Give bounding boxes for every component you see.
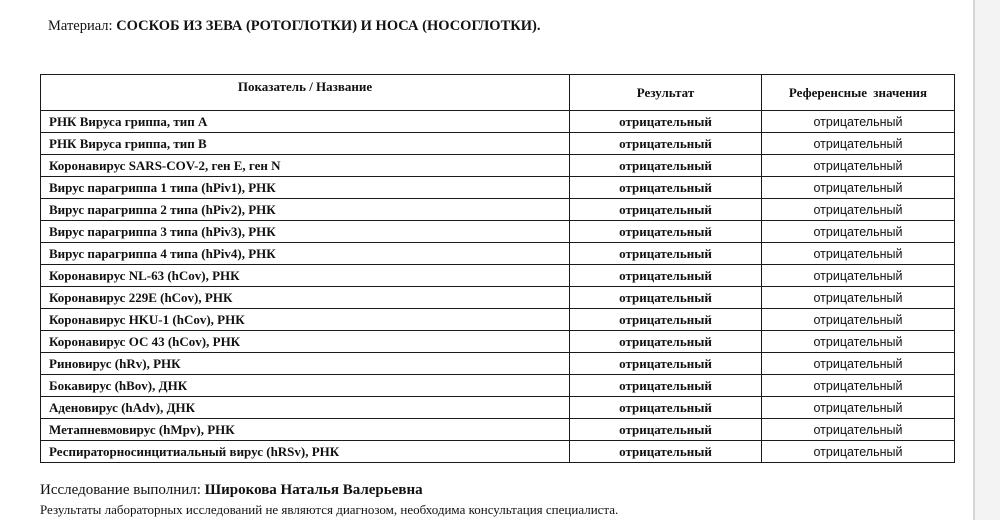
row-reference-cell: отрицательный (762, 199, 955, 221)
row-reference-cell: отрицательный (762, 133, 955, 155)
material-line (48, 18, 541, 35)
row-name-cell: Коронавирус NL-63 (hCov), РНК (41, 265, 570, 287)
table-row (41, 243, 955, 265)
row-reference-cell: отрицательный (762, 353, 955, 375)
row-name-cell: РНК Вируса гриппа, тип В (41, 133, 570, 155)
row-name-cell: Респираторносинцитиальный вирус (hRSv), РНК (41, 441, 570, 463)
row-reference-cell: отрицательный (762, 441, 955, 463)
page-margin-shade (975, 0, 1000, 520)
table-header-row (41, 75, 955, 111)
row-reference-cell: отрицательный (762, 419, 955, 441)
row-reference-cell: отрицательный (762, 309, 955, 331)
row-result-cell: отрицательный (570, 287, 762, 309)
table-row (41, 419, 955, 441)
table-row (41, 353, 955, 375)
row-reference-cell: отрицательный (762, 177, 955, 199)
row-result-cell: отрицательный (570, 243, 762, 265)
row-result-cell: отрицательный (570, 375, 762, 397)
table-row (41, 177, 955, 199)
row-name-cell: Вирус парагриппа 4 типа (hPiv4), РНК (41, 243, 570, 265)
material-label: Материал: (48, 18, 113, 34)
table-row (41, 287, 955, 309)
table-row (41, 199, 955, 221)
material-value: СОСКОБ ИЗ ЗЕВА (РОТОГЛОТКИ) И НОСА (НОСОГЛОТКИ). (116, 18, 541, 34)
row-result-cell: отрицательный (570, 441, 762, 463)
row-name-cell: Вирус парагриппа 2 типа (hPiv2), РНК (41, 199, 570, 221)
table-row (41, 265, 955, 287)
row-reference-cell: отрицательный (762, 397, 955, 419)
table-row (41, 155, 955, 177)
header-reference: Референсные значения (762, 75, 955, 111)
row-reference-cell: отрицательный (762, 243, 955, 265)
disclaimer-text: Результаты лабораторных исследований не являются диагнозом, необходима консультация специалиста. (40, 502, 619, 517)
table-row (41, 111, 955, 133)
row-name-cell: Вирус парагриппа 3 типа (hPiv3), РНК (41, 221, 570, 243)
table-row (41, 133, 955, 155)
table-row (41, 375, 955, 397)
row-name-cell: РНК Вируса гриппа, тип А (41, 111, 570, 133)
row-result-cell: отрицательный (570, 221, 762, 243)
row-result-cell: отрицательный (570, 155, 762, 177)
table-row (41, 397, 955, 419)
row-name-cell: Аденовирус (hAdv), ДНК (41, 397, 570, 419)
row-result-cell: отрицательный (570, 419, 762, 441)
row-result-cell: отрицательный (570, 111, 762, 133)
row-result-cell: отрицательный (570, 397, 762, 419)
row-name-cell: Коронавирус ОС 43 (hCov), РНК (41, 331, 570, 353)
row-result-cell: отрицательный (570, 309, 762, 331)
row-name-cell: Бокавирус (hBov), ДНК (41, 375, 570, 397)
row-reference-cell: отрицательный (762, 111, 955, 133)
row-reference-cell: отрицательный (762, 331, 955, 353)
table-row (41, 221, 955, 243)
results-table (40, 74, 955, 463)
table-row (41, 441, 955, 463)
row-reference-cell: отрицательный (762, 287, 955, 309)
table-row (41, 309, 955, 331)
row-name-cell: Коронавирус 229E (hCov), РНК (41, 287, 570, 309)
row-result-cell: отрицательный (570, 133, 762, 155)
header-result: Результат (570, 75, 762, 111)
row-reference-cell: отрицательный (762, 265, 955, 287)
row-result-cell: отрицательный (570, 331, 762, 353)
performer-name: Широкова Наталья Валерьевна (204, 482, 423, 498)
row-name-cell: Коронавирус SARS-COV-2, ген E, ген N (41, 155, 570, 177)
row-reference-cell: отрицательный (762, 155, 955, 177)
performer-line (40, 482, 423, 499)
row-name-cell: Метапневмовирус (hMpv), РНК (41, 419, 570, 441)
row-reference-cell: отрицательный (762, 375, 955, 397)
performer-label: Исследование выполнил: (40, 482, 201, 498)
row-result-cell: отрицательный (570, 353, 762, 375)
row-name-cell: Вирус парагриппа 1 типа (hPiv1), РНК (41, 177, 570, 199)
row-result-cell: отрицательный (570, 199, 762, 221)
header-name: Показатель / Название (41, 75, 570, 111)
row-name-cell: Коронавирус HKU-1 (hCov), РНК (41, 309, 570, 331)
row-name-cell: Риновирус (hRv), РНК (41, 353, 570, 375)
table-row (41, 331, 955, 353)
row-result-cell: отрицательный (570, 265, 762, 287)
row-result-cell: отрицательный (570, 177, 762, 199)
row-reference-cell: отрицательный (762, 221, 955, 243)
table-body (41, 111, 955, 463)
